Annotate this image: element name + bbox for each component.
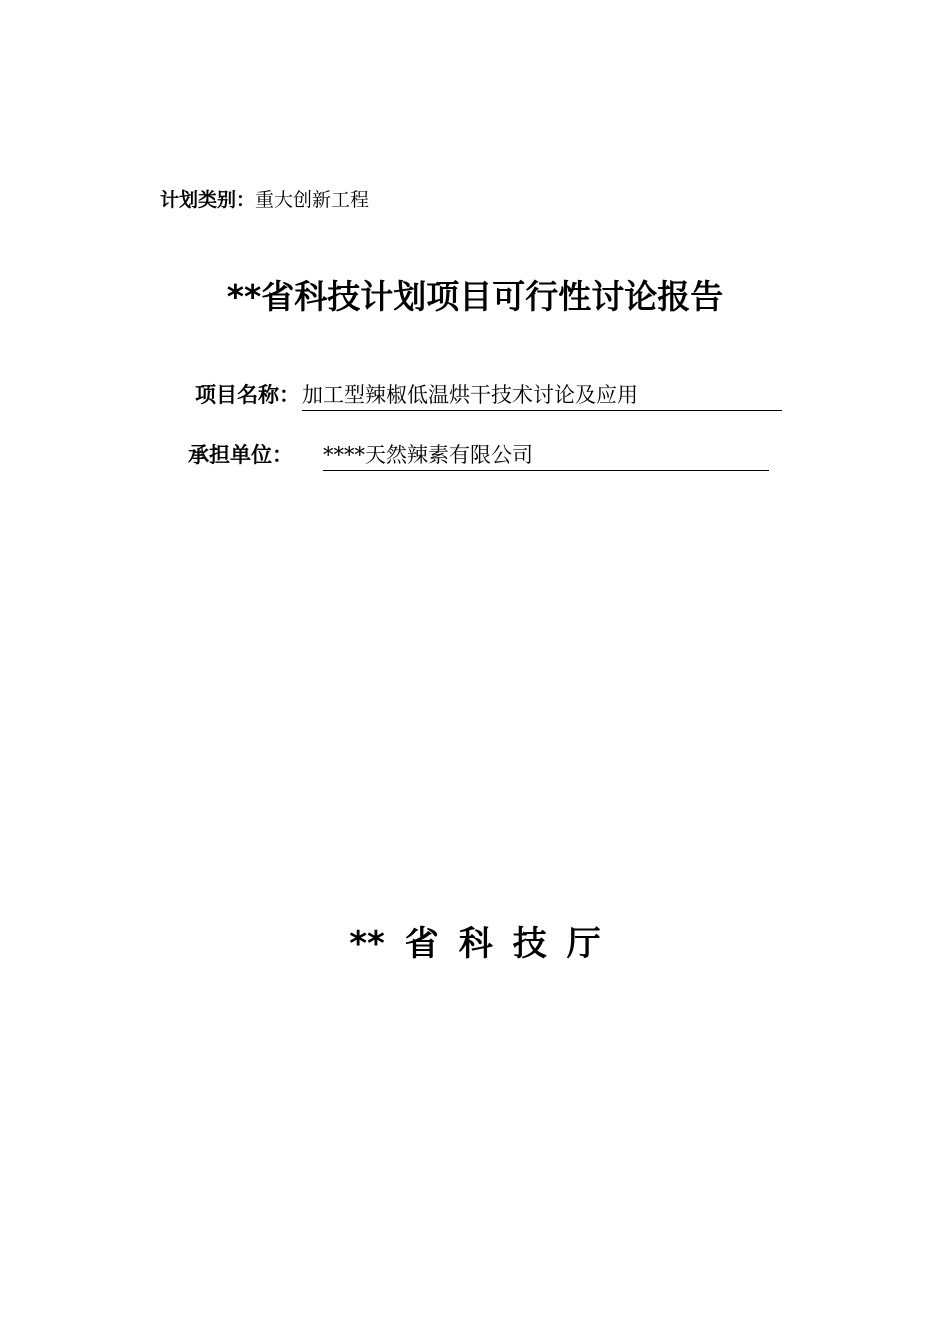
project-name-label: 项目名称： — [195, 383, 300, 407]
project-name-row — [195, 380, 782, 411]
authority-stars: ** — [349, 924, 385, 964]
plan-category-line — [160, 186, 369, 214]
undertaking-unit-field: ****天然辣素有限公司 — [323, 440, 769, 471]
authority-char: 厅 — [566, 924, 601, 964]
undertaking-unit-label: 承担单位： — [188, 443, 293, 467]
project-name-field: 加工型辣椒低温烘干技术讨论及应用 — [302, 380, 782, 411]
undertaking-unit-row — [188, 440, 769, 471]
authority-char: 省 — [404, 924, 439, 964]
plan-category-label: 计划类别： — [160, 189, 256, 211]
authority-char: 科 — [458, 924, 493, 964]
report-title: **省科技计划项目可行性讨论报告 — [226, 277, 724, 316]
plan-category-value: 重大创新工程 — [255, 189, 370, 211]
authority-char: 技 — [512, 924, 547, 964]
issuing-authority — [0, 920, 950, 968]
